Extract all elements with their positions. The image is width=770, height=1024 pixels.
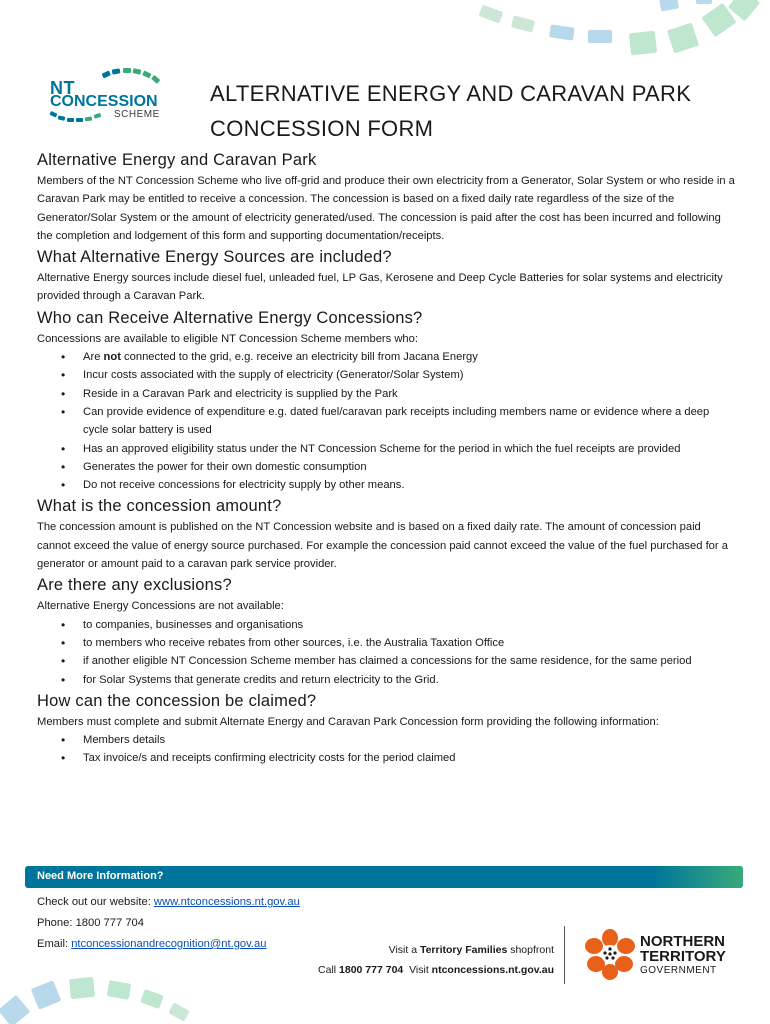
list-item: • Do not receive concessions for electricity supply by other means. bbox=[59, 476, 737, 494]
list-item: • Members details bbox=[59, 731, 737, 749]
section-paragraph: Concessions are available to eligible NT Concession Scheme members who: bbox=[37, 332, 418, 345]
ntg-text-government: GOVERNMENT bbox=[640, 965, 717, 976]
list-item: • Tax invoice/s and receipts confirming electricity costs for the period claimed bbox=[59, 749, 737, 767]
section-paragraph: Members must complete and submit Alternate Energy and Caravan Park Concession form providing the following information: bbox=[37, 715, 659, 728]
footer-contact-text bbox=[318, 940, 554, 980]
decorative-arc-bottom-left bbox=[0, 976, 200, 1024]
footer-website: ntconcessions.nt.gov.au bbox=[431, 964, 554, 976]
logo-text-concession: CONCESSION bbox=[50, 93, 158, 110]
list-item-post: connected to the grid, e.g. receive an electricity bill from Jacana Energy bbox=[120, 351, 478, 364]
logo-text-nt: NT bbox=[50, 78, 75, 98]
section-intro bbox=[37, 150, 737, 245]
list-item: • if another eligible NT Concession Scheme member has claimed a concessions for the same residence, for the same period bbox=[59, 652, 737, 670]
nt-government-logo bbox=[582, 928, 742, 980]
nt-concession-scheme-logo bbox=[44, 68, 174, 130]
list-item: • Has an approved eligibility status under the NT Concession Scheme for the period in which the fuel receipts are provided bbox=[59, 440, 737, 458]
decorative-arc-top-right bbox=[470, 0, 770, 75]
list-item: • Can provide evidence of expenditure e.g. dated fuel/caravan park receipts including members name or evidence where a deep cycle solar battery is used bbox=[59, 403, 737, 440]
section-heading: Alternative Energy and Caravan Park bbox=[37, 151, 317, 169]
section-paragraph: Members of the NT Concession Scheme who live off-grid and produce their own electricity from a Generator, Solar System or who reside in a Caravan Park may be entitled to receive a concession. The concession is based on a fixed daily rate regardless of the size of the Generator/Solar System or the amount of electricity generated/used. The concession is paid after the cost has been incurred and following the completion and lodgement of this form and supporting documentation/receipts. bbox=[37, 175, 735, 242]
ntg-text-territory: TERRITORY bbox=[640, 948, 726, 965]
section-paragraph: The concession amount is published on the NT Concession website and is based on a fixed daily rate. The amount of concession paid cannot exceed the value of energy source purchased. For example the concession paid cannot exceed the value of the fuel purchased for a generator or amount paid to a caravan park service provider. bbox=[37, 521, 728, 571]
list-item: • Reside in a Caravan Park and electricity is supplied by the Park bbox=[59, 385, 737, 403]
list-item: • to companies, businesses and organisations bbox=[59, 616, 737, 634]
website-label: Check out our website: bbox=[37, 896, 154, 908]
list-item bbox=[59, 348, 737, 366]
list-item: • to members who receive rebates from other sources, i.e. the Australia Taxation Office bbox=[59, 634, 737, 652]
contact-block bbox=[37, 892, 300, 955]
page-title: ALTERNATIVE ENERGY AND CARAVAN PARK CONCESSION FORM bbox=[210, 81, 692, 141]
list-item: • for Solar Systems that generate credits and return electricity to the Grid. bbox=[59, 671, 737, 689]
section-heading: What Alternative Energy Sources are included? bbox=[37, 248, 392, 267]
exclusions-list bbox=[59, 616, 737, 689]
section-heading: Who can Receive Alternative Energy Concessions? bbox=[37, 308, 423, 327]
list-item-emphasis: not bbox=[103, 351, 121, 364]
list-item: • Incur costs associated with the supply of electricity (Generator/Solar System) bbox=[59, 366, 737, 384]
list-item-pre: Are bbox=[83, 351, 104, 364]
email-link[interactable]: ntconcessionandrecognition@nt.gov.au bbox=[71, 938, 267, 950]
section-heading: Are there any exclusions? bbox=[37, 576, 232, 595]
section-amount bbox=[37, 496, 737, 573]
email-line bbox=[37, 934, 300, 955]
banner-label: Need More Information? bbox=[37, 870, 164, 882]
section-heading: How can the concession be claimed? bbox=[37, 691, 317, 710]
footer-line-shopfront bbox=[318, 940, 554, 960]
desert-rose-icon bbox=[582, 928, 638, 980]
phone-line: Phone: 1800 777 704 bbox=[37, 917, 145, 929]
footer-text: Visit a bbox=[388, 944, 420, 956]
footer-text-bold: Territory Families bbox=[419, 944, 508, 956]
footer-line-call bbox=[318, 960, 554, 980]
footer-text: shopfront bbox=[507, 944, 554, 956]
logo-text-scheme: SCHEME bbox=[114, 109, 160, 120]
email-label: Email: bbox=[37, 938, 72, 950]
list-item: • Generates the power for their own domestic consumption bbox=[59, 458, 737, 476]
section-sources bbox=[37, 247, 737, 306]
banner-gradient bbox=[653, 866, 743, 888]
section-paragraph: Alternative Energy sources include diesel fuel, unleaded fuel, LP Gas, Kerosene and Deep Cycle Batteries for solar systems and electricity provided through a Caravan Park. bbox=[37, 272, 723, 303]
claim-list bbox=[59, 731, 737, 768]
eligibility-list bbox=[59, 348, 737, 494]
section-heading: What is the concession amount? bbox=[37, 497, 282, 516]
section-who bbox=[37, 308, 737, 495]
section-claim bbox=[37, 691, 737, 768]
section-exclusions bbox=[37, 575, 737, 688]
footer-phone: 1800 777 704 bbox=[339, 964, 404, 976]
section-paragraph: Alternative Energy Concessions are not available: bbox=[37, 600, 284, 613]
footer-divider bbox=[564, 926, 565, 984]
ntg-text-northern: NORTHERN bbox=[640, 933, 725, 950]
footer-text: Visit bbox=[403, 964, 432, 976]
footer-text: Call bbox=[318, 964, 340, 976]
document-body bbox=[37, 148, 737, 770]
website-link[interactable]: www.ntconcessions.nt.gov.au bbox=[153, 896, 300, 908]
website-line bbox=[37, 892, 300, 913]
info-banner bbox=[25, 866, 743, 888]
